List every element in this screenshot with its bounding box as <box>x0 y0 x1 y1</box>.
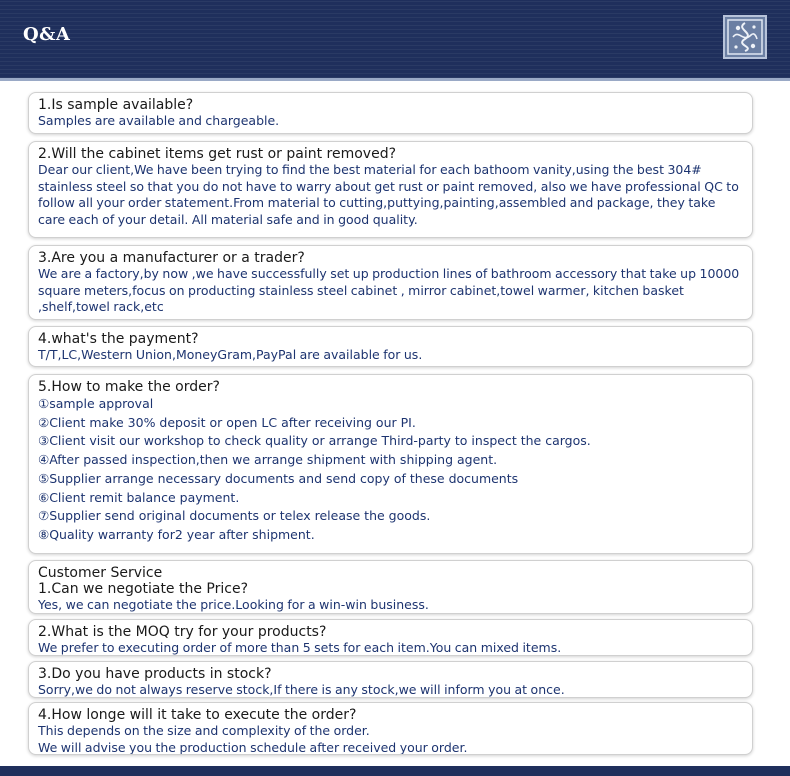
faq-question: 3.Are you a manufacturer or a trader? <box>38 250 305 266</box>
order-step: ⑥Client remit balance payment. <box>38 489 240 505</box>
faq-question: 4.what's the payment? <box>38 331 199 347</box>
faq-question: 1.Is sample available? <box>38 97 194 113</box>
cs-card-lead-time <box>28 702 753 755</box>
cs-question: 1.Can we negotiate the Price? <box>38 581 249 597</box>
order-step: ④After passed inspection,then we arrange shipment with shipping agent. <box>38 452 498 468</box>
faq-answer: T/T,LC,Western Union,MoneyGram,PayPal are available for us. <box>38 347 423 362</box>
order-step: ②Client make 30% deposit or open LC after receiving our PI. <box>38 414 416 430</box>
faq-card-order-steps <box>28 374 753 554</box>
order-step: ⑧Quality warranty for2 year after shipment. <box>38 526 315 542</box>
faq-answer: Samples are available and chargeable. <box>38 113 280 128</box>
cs-question: 2.What is the MOQ try for your products? <box>38 624 327 640</box>
customer-service-heading: Customer Service <box>38 565 163 581</box>
cs-answer-line: We will advise you the production schedule after received your order. <box>38 739 468 755</box>
order-steps-list <box>38 395 743 545</box>
faq-question: 5.How to make the order? <box>38 379 220 395</box>
cs-card-moq <box>28 619 753 656</box>
cs-question: 3.Do you have products in stock? <box>38 666 272 682</box>
page-title: Q&A <box>23 24 71 45</box>
faq-answer: Dear our client,We have been trying to find the best material for each bathoom vanity,using the best 304# stainless steel so that you do not have to warry about get rust or paint removed, also we have professional QC to follow all your order statement.From material to cutting,puttying,painting,assembled and package, they take care each of your detail. All material safe and in good quality. <box>38 162 739 227</box>
faq-card-sample <box>28 92 753 134</box>
faq-card-payment <box>28 326 753 367</box>
faq-answer: We are a factory,by now ,we have successfully set up production lines of bathroom accessory that take up 10000 square meters,focus on producting stainless steel cabinet , mirror cabinet,towel warmer, kitchen basket ,shelf,towel rack,etc <box>38 266 740 314</box>
footer-band <box>0 766 790 776</box>
order-step: ①sample approval <box>38 396 154 411</box>
cs-card-price <box>28 560 753 614</box>
cs-answer: We prefer to executing order of more than 5 sets for each item.You can mixed items. <box>38 640 562 655</box>
faq-card-rust <box>28 141 753 238</box>
header-divider <box>0 78 790 81</box>
faq-card-manufacturer <box>28 245 753 320</box>
floral-pattern-icon <box>723 15 767 59</box>
faq-question: 2.Will the cabinet items get rust or paint removed? <box>38 146 397 162</box>
order-step: ⑦Supplier send original documents or telex release the goods. <box>38 508 431 524</box>
order-step: ⑤Supplier arrange necessary documents and send copy of these documents <box>38 470 519 486</box>
cs-answer: Yes, we can negotiate the price.Looking for a win-win business. <box>38 597 429 612</box>
cs-card-stock <box>28 661 753 698</box>
order-step: ③Client visit our workshop to check quality or arrange Third-party to inspect the cargos. <box>38 433 591 449</box>
cs-answer-line: This depends on the size and complexity of the order. <box>38 723 370 738</box>
cs-question: 4.How longe will it take to execute the order? <box>38 707 357 723</box>
header-banner <box>0 0 790 78</box>
cs-answer: Sorry,we do not always reserve stock,If there is any stock,we will inform you at once. <box>38 682 565 697</box>
